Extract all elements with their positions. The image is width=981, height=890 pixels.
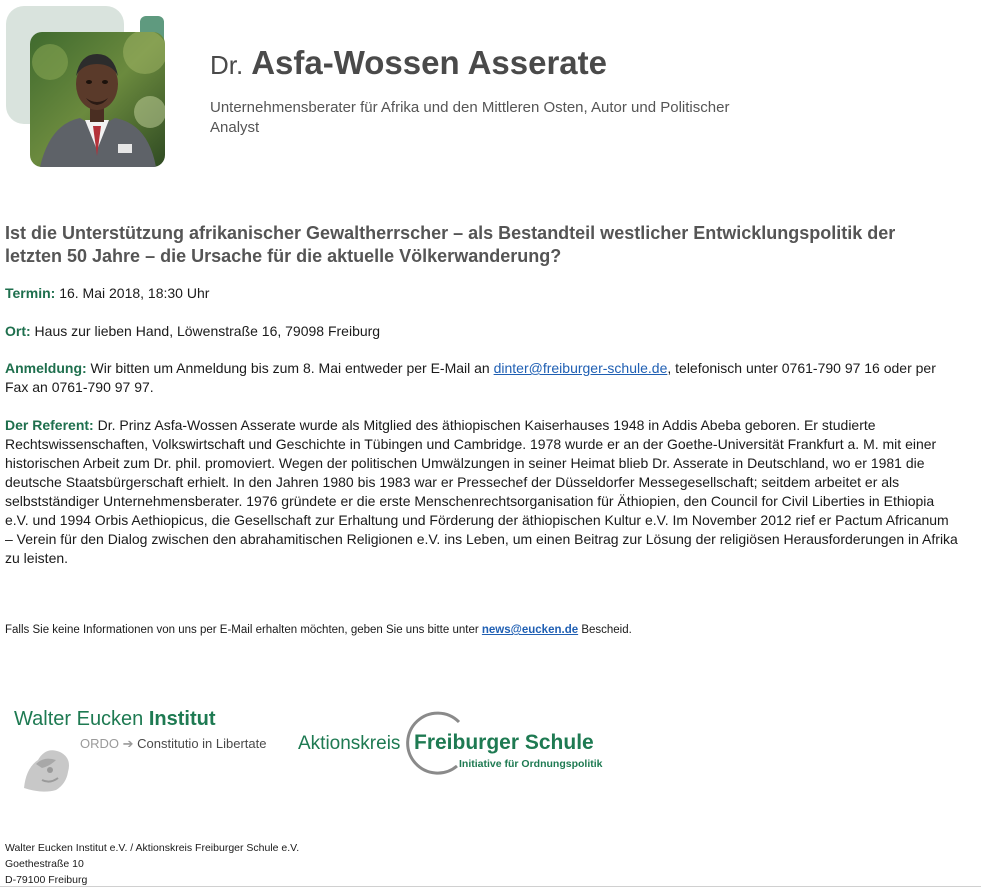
termin-row — [5, 284, 960, 303]
speaker-name — [210, 44, 607, 82]
wei-arrow-icon: ➔ — [119, 736, 138, 751]
wei-ordo: ORDO — [80, 736, 119, 751]
footer-city: D-79100 Freiburg — [5, 874, 88, 886]
termin-value: 16. Mai 2018, 18:30 Uhr — [55, 285, 210, 301]
footer-organisation: Walter Eucken Institut e.V. / Aktionskreis Freiburger Schule e.V. — [5, 842, 300, 854]
freiburger-schule-tagline: Initiative für Ordnungspolitik — [459, 758, 603, 770]
referent-paragraph — [5, 416, 960, 568]
header — [0, 0, 981, 180]
wei-motto-line — [80, 736, 266, 752]
name-text: Asfa-Wossen Asserate — [251, 44, 608, 81]
anmeldung-text-before: Wir bitten um Anmeldung bis zum 8. Mai entweder per E-Mail an — [86, 360, 494, 376]
unsubscribe-email-link[interactable]: news@eucken.de — [481, 624, 579, 636]
anmeldung-text-after: , telefonisch unter 0761-790 97 16 oder per Fax an 0761-790 97 97. — [5, 360, 936, 395]
ort-row — [5, 322, 960, 341]
wei-title-bold: Institut — [148, 708, 216, 730]
aktionskreis-label: Aktionskreis — [298, 733, 401, 754]
registration-email-link[interactable]: dinter@freiburger-schule.de — [493, 360, 668, 376]
referent-label: Der Referent: — [5, 417, 94, 433]
referent-text: Dr. Prinz Asfa-Wossen Asserate wurde als Mitglied des äthiopischen Kaiserhauses 1948 in Addis Abeba geboren. Er studierte Rechtswissenschaften, Volkswirtschaft und Geschichte in Tübingen und Cambridge. 1978 wurde er an der Goethe-Universität Frankfurt a. M. mit einer historischen Arbeit zum Dr. phil. promoviert. Wegen der politischen Umwälzungen in seiner Heimat blieb Dr. Asserate in Deutschland, wo er 1981 die deutsche Staatsbürgerschaft erhielt. In den Jahren 1980 bis 1983 war er Pressechef der Düsseldorfer Messegesellschaft; seitdem arbeitet er als selbstständiger Unternehmensberater. 1976 gründete er die erste Menschenrechtsorganisation für Äthiopien, den Council for Civil Liberties in Ethiopia e.V. und 1994 Orbis Aethiopicus, die Gesellschaft zur Erhaltung und Förderung der äthiopischen Kultur e.V. Im November 2012 rief er Pactum Africanum – Verein für den Dialog zwischen den abrahamitischen Religionen e.V. ins Leben, um einen Beitrag zur Lösung der religiösen Herausforderungen in Afrika zu leisten. — [5, 417, 958, 566]
event-headline: Ist die Unterstützung afrikanischer Gewaltherrscher – als Bestandteil westlicher Entwicklungspolitik der letzten 50 Jahre – die Ursache für die aktuelle Völkerwanderung? — [5, 223, 896, 266]
speaker-portrait — [30, 32, 165, 167]
footer-street: Goethestraße 10 — [5, 858, 84, 870]
unsubscribe-text-after: Bescheid. — [578, 624, 632, 636]
ort-value: Haus zur lieben Hand, Löwenstraße 16, 79098 Freiburg — [30, 323, 381, 339]
wei-motto: Constitutio in Libertate — [137, 736, 267, 751]
ort-label: Ort: — [5, 323, 31, 339]
bottom-divider — [0, 886, 981, 887]
speaker-subtitle: Unternehmensberater für Afrika und den Mittleren Osten, Autor und Politischer Analyst — [210, 99, 730, 136]
unsubscribe-note — [5, 624, 632, 636]
anmeldung-label: Anmeldung: — [5, 360, 87, 376]
footer-address — [5, 840, 299, 888]
eucken-portrait-icon — [16, 738, 80, 794]
logo-bar — [0, 700, 981, 810]
wei-title-regular: Walter Eucken — [14, 708, 149, 730]
walter-eucken-institut-logo[interactable] — [14, 708, 216, 731]
name-prefix: Dr. — [210, 50, 244, 80]
unsubscribe-text-before: Falls Sie keine Informationen von uns per E-Mail erhalten möchten, geben Sie uns bitte unter — [5, 624, 482, 636]
freiburger-schule-logo[interactable]: Freiburger Schule — [414, 731, 594, 754]
anmeldung-paragraph — [5, 359, 960, 397]
termin-label: Termin: — [5, 285, 56, 301]
